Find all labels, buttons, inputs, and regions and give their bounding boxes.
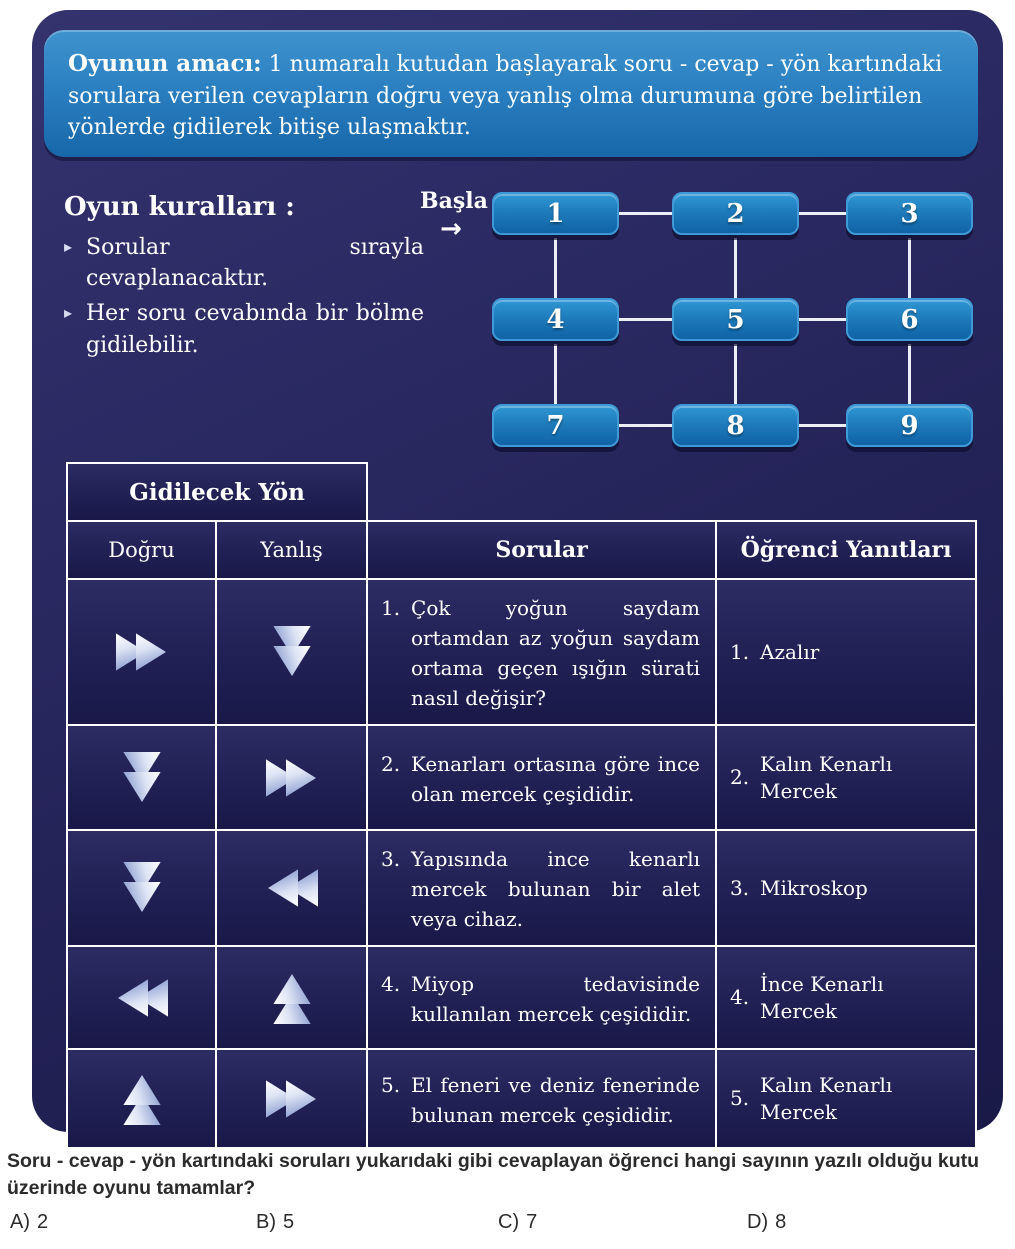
table-row [67,579,976,725]
table-row [67,830,976,946]
game-purpose-box [44,30,978,157]
option-d-value: 8 [775,1211,787,1233]
answer-text: Azalır [760,639,820,664]
board-connector [734,238,737,298]
triangle-bullet-icon: ▸ [64,303,73,323]
question-number: 4. [381,971,401,996]
table-row [67,1049,976,1148]
answer-text: Mikroskop [760,875,868,900]
question-text: Çok yoğun saydam ortamdan az yoğun saydam ortama geçen ışığın sürati nasıl değişir? [411,596,701,710]
option-c-value: 7 [526,1211,538,1233]
board-connector [734,344,737,404]
board-connector [799,424,846,427]
dogru-arrow-icon [69,1077,214,1121]
rule-text: Her soru cevabında bir bölme gidilebilir. [86,301,424,358]
question-text: Yapısında ince kenarlı mercek bulunan bir alet veya cihaz. [411,847,701,931]
yanlis-arrow-icon [218,756,365,800]
question-number: 1. [381,596,401,620]
board-connector [619,424,672,427]
board-box-5: 5 [672,298,799,341]
header-ogrenci-yanitlari: Öğrenci Yanıtları [716,521,976,579]
board-connector [619,318,672,321]
board-connector [799,212,846,215]
board-box-4: 4 [492,298,619,341]
yanlis-arrow-icon [218,1077,365,1121]
board-connector [554,344,557,404]
header-gidilecek-yon: Gidilecek Yön [67,463,367,521]
yanlis-arrow-icon [218,630,365,674]
dogru-arrow-icon [69,630,214,674]
board-box-8: 8 [672,404,799,447]
rule-text: Sorular sırayla cevaplanacaktır. [86,235,424,292]
board-connector [908,238,911,298]
question-text: El feneri ve deniz fenerinde bulunan mercek çeşididir. [411,1072,701,1127]
yanlis-arrow-icon [218,976,365,1020]
answer-number: 3. [730,875,750,900]
rules-section [64,192,424,365]
board-box-3: 3 [846,192,973,235]
triangle-bullet-icon: ▸ [64,237,73,256]
dogru-arrow-icon [69,866,214,910]
board-box-7: 7 [492,404,619,447]
start-marker [420,188,488,244]
dogru-arrow-icon [69,976,214,1020]
yanlis-arrow-icon [218,866,365,910]
answer-number: 2. [730,765,750,789]
rules-title: Oyun kuralları : [64,192,295,222]
option-d-label: D) [747,1211,769,1233]
direction-table [66,462,977,1149]
question-number: 2. [381,751,401,776]
question-number: 3. [381,847,401,871]
board-connector [619,212,672,215]
start-label: Başla [420,188,488,214]
answer-number: 5. [730,1086,750,1110]
rule-item [64,298,424,360]
table-row [67,946,976,1049]
final-question: Soru - cevap - yön kartındaki soruları yukarıdaki gibi cevaplayan öğrenci hangi sayının yazılı olduğu kutu üzerinde oyunu tamamlar? [7,1150,980,1200]
option-a[interactable] [10,1211,48,1234]
answer-options [0,1211,1015,1241]
header-sorular: Sorular [367,521,716,579]
board-connector [908,344,911,404]
question-text: Miyop tedavisinde kullanılan mercek çeşididir. [411,971,701,1026]
question-number: 5. [381,1072,401,1097]
header-yanlis: Yanlış [216,521,367,579]
board-connector [554,238,557,298]
header-dogru: Doğru [67,521,216,579]
answer-text: Kalın Kenarlı Mercek [760,1072,893,1124]
option-b-label: B) [256,1211,276,1233]
option-c[interactable] [498,1211,537,1234]
start-arrow-icon: → [440,214,462,244]
table-empty-corner [367,463,976,521]
answer-text: İnce Kenarlı Mercek [760,971,884,1023]
question-text: Kenarları ortasına göre ince olan mercek çeşididir. [411,751,701,806]
board-box-2: 2 [672,192,799,235]
answer-number: 1. [730,639,750,664]
option-a-label: A) [10,1211,30,1233]
rule-item [64,232,424,294]
board-box-9: 9 [846,404,973,447]
option-d[interactable] [747,1211,786,1234]
answer-text: Kalın Kenarlı Mercek [760,751,893,803]
option-a-value: 2 [37,1211,49,1233]
table-row [67,725,976,830]
dogru-arrow-icon [69,756,214,800]
option-b-value: 5 [283,1211,295,1233]
board-box-1: 1 [492,192,619,235]
purpose-text: 1 numaralı kutudan başlayarak soru - cevap - yön kartındaki sorulara verilen cevapların doğru veya yanlış olma durumuna göre belirtilen yönlerde gidilerek bitişe ulaşmaktır. [68,52,943,141]
board-connector [799,318,846,321]
answer-number: 4. [730,985,750,1009]
purpose-label: Oyunun amacı: [68,50,262,77]
board-box-6: 6 [846,298,973,341]
option-b[interactable] [256,1211,294,1234]
option-c-label: C) [498,1211,520,1233]
